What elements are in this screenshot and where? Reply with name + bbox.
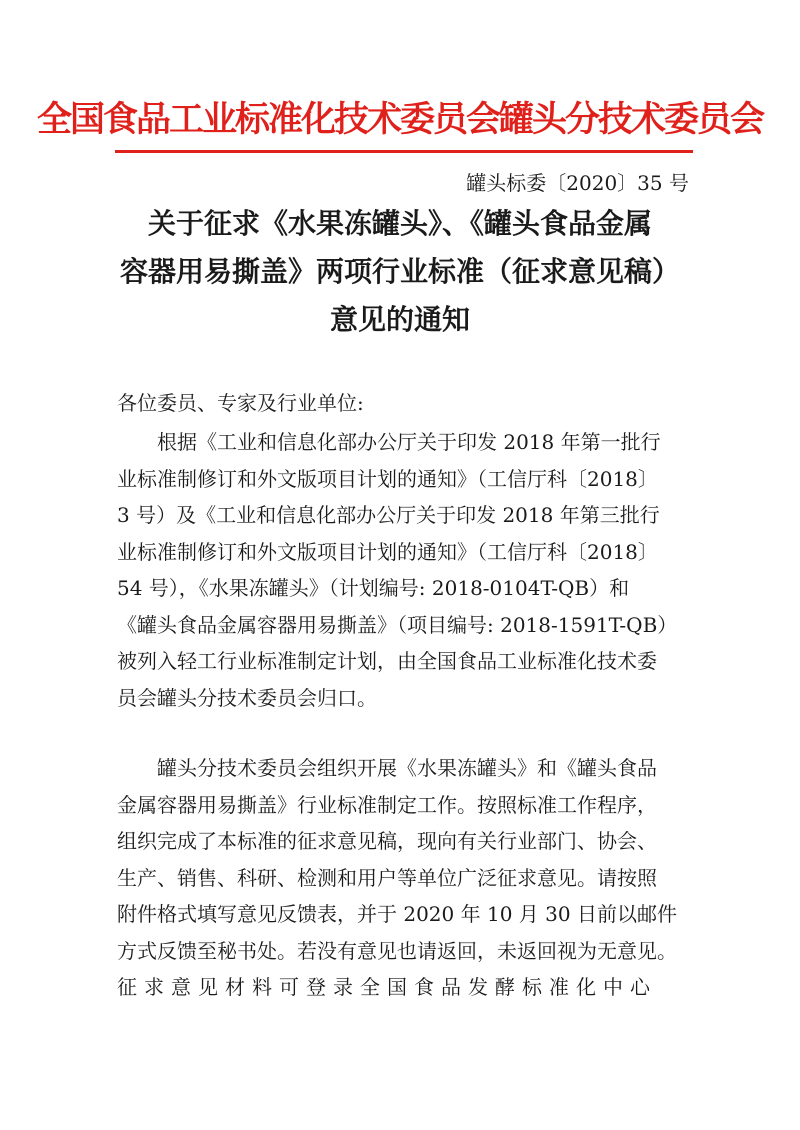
paragraph-1-line: 根据《工业和信息化部办公厅关于印发 2018 年第一批行 — [157, 430, 661, 454]
title-line-1: 关于征求《水果冻罐头》、《罐头食品金属 — [147, 207, 652, 240]
paragraph-1-line: 员会罐头分技术委员会归口。 — [117, 685, 377, 710]
paragraph-2 — [117, 750, 689, 1006]
paragraph-1-line: 被列入轻工行业标准制定计划，由全国食品工业标准化技术委 — [117, 649, 657, 673]
paragraph-1-line: 3 号）及《工业和信息化部办公厅关于印发 2018 年第三批行 — [117, 503, 660, 527]
title-line-3: 意见的通知 — [329, 303, 470, 336]
paragraph-2-line: 征求意见材料可登录全国食品发酵标准化中心 — [117, 975, 657, 999]
salutation: 各位委员、专家及行业单位: — [117, 391, 364, 415]
paragraph-1-line: 《罐头食品金属容器用易撕盖》（项目编号: 2018-1591T-QB） — [117, 612, 678, 637]
paragraph-2-line: 组织完成了本标准的征求意见稿，现向有关行业部门、协会、 — [117, 829, 657, 853]
organization-header: 全国食品工业标准化技术委员会罐头分技术委员会 — [36, 100, 763, 140]
paragraph-1-line: 54 号），《水果冻罐头》（计划编号: 2018-0104T-QB）和 — [117, 576, 630, 600]
document-number: 罐头标委〔2020〕35 号 — [466, 171, 689, 195]
header-divider — [115, 150, 693, 153]
paragraph-2-line: 罐头分技术委员会组织开展《水果冻罐头》和《罐头食品 — [157, 756, 657, 780]
paragraph-2-line: 方式反馈至秘书处。若没有意见也请返回，未返回视为无意见。 — [117, 938, 677, 963]
paragraph-2-line: 金属容器用易撕盖》行业标准制定工作。按照标准工作程序， — [117, 792, 657, 817]
paragraph-2-line: 附件格式填写意见反馈表，并于 2020 年 10 月 30 日前以邮件 — [117, 902, 677, 926]
paragraph-1-line: 业标准制修订和外文版项目计划的通知》（工信厅科〔2018〕 — [117, 539, 658, 564]
paragraph-1 — [117, 424, 689, 716]
paragraph-1-line: 业标准制修订和外文版项目计划的通知》（工信厅科〔2018〕 — [117, 466, 658, 491]
document-title — [0, 200, 800, 344]
paragraph-2-line: 生产、销售、科研、检测和用户等单位广泛征求意见。请按照 — [117, 865, 657, 890]
title-line-2: 容器用易撕盖》两项行业标准（征求意见稿） — [119, 255, 680, 288]
